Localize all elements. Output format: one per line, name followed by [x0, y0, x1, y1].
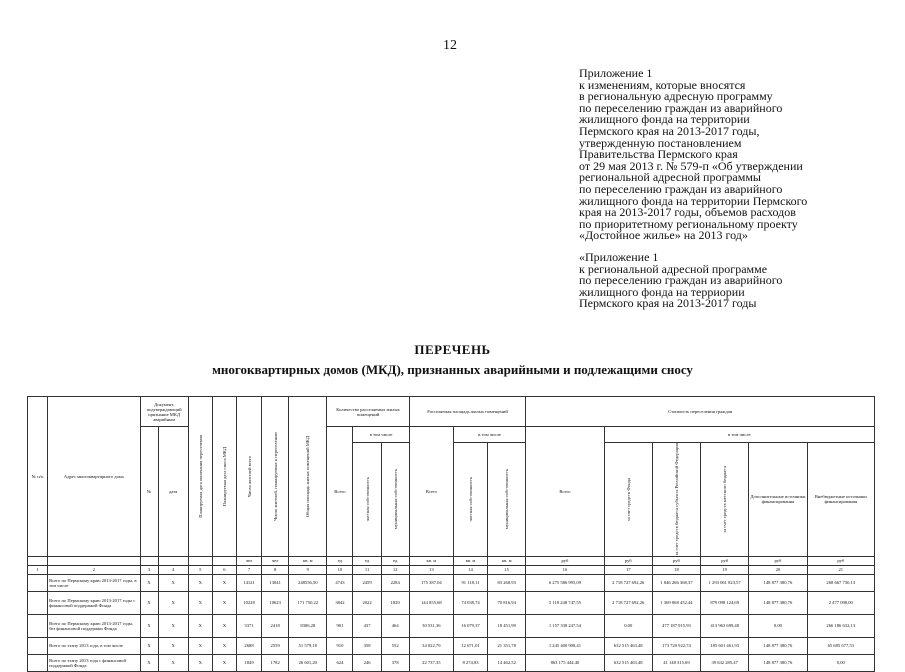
value-cell: 2688: [236, 637, 261, 654]
unit-cell: ед: [327, 556, 353, 565]
header-line: Пермского края на 2013-2017 годы,: [579, 123, 760, 138]
column-number-cell: 7: [236, 565, 261, 574]
table-row: [28, 654, 875, 671]
unit-cell: руб: [749, 556, 807, 565]
col-header-cost-total: Всего: [526, 427, 604, 557]
value-cell: X: [158, 574, 188, 591]
header-appendix-line: Пермского края на 2013-2017 годы: [579, 296, 757, 311]
table-row: [28, 591, 875, 614]
header-line: к изменениям, которые вносятся: [579, 77, 746, 92]
col-header-residents-planned: Число жителей, планируемых к переселению: [262, 397, 289, 557]
value-cell: 16 079,37: [453, 614, 487, 637]
value-cell: 901: [327, 614, 353, 637]
value-cell: 148 877 380,76: [749, 637, 807, 654]
column-number-cell: 20: [749, 565, 807, 574]
value-cell: 0,00: [807, 654, 874, 671]
col-header-document: Документ, подтверждающий признание МКД аварийным: [140, 397, 188, 427]
address-cell: Всего по этапу 2013 года с финансовой поддержкой Фонда: [48, 654, 140, 671]
value-cell: 246: [353, 654, 381, 671]
value-cell: 464: [381, 614, 409, 637]
column-number-cell: 16: [526, 565, 604, 574]
value-cell: 624: [327, 654, 353, 671]
value-cell: 1 293 061 823,57: [701, 574, 749, 591]
header-line: края на 2013-2017 годы, объемов расходов: [579, 205, 796, 220]
value-cell: 1 157 338 247,54: [526, 614, 604, 637]
column-number-cell: 12: [381, 565, 409, 574]
row-number-cell: [28, 591, 48, 614]
value-cell: X: [212, 637, 236, 654]
header-appendix-line: жилищного фонда на терриории: [579, 284, 745, 299]
column-number-cell: 1: [28, 565, 48, 574]
value-cell: X: [158, 591, 188, 614]
value-cell: 65 685 677,53: [807, 637, 874, 654]
value-cell: 266 186 632,13: [807, 614, 874, 637]
unit-cell: кв. м: [453, 556, 487, 565]
value-cell: 863 175 444,40: [526, 654, 604, 671]
col-header-area-total: Всего: [409, 427, 453, 557]
appendix-header-block-1: [579, 68, 879, 242]
value-cell: X: [212, 614, 236, 637]
header-line: утвержденную постановлением: [579, 135, 742, 150]
header-appendix-line: к региональной адресной программе: [579, 261, 768, 276]
value-cell: 477 187 915,93: [652, 614, 700, 637]
col-header-residents: Число жителей всего: [236, 397, 261, 557]
value-cell: X: [188, 574, 212, 591]
col-header-extra-sources: Дополнительные источники финансирования: [749, 443, 807, 557]
value-cell: 0,00: [749, 614, 807, 637]
mkd-list-table: [27, 396, 875, 672]
value-cell: 173 720 922,74: [652, 637, 700, 654]
value-cell: 2459: [353, 574, 381, 591]
unit-cell: [48, 556, 140, 565]
unit-cell: [212, 556, 236, 565]
unit-cell: [28, 556, 48, 565]
value-cell: 0,00: [604, 614, 652, 637]
unit-cell: чел: [262, 556, 289, 565]
value-cell: X: [212, 591, 236, 614]
address-cell: Всего по Пермскому краю 2013-2017 годы с финансовой поддержкой Фонда: [48, 591, 140, 614]
column-number-cell: 18: [652, 565, 700, 574]
row-number-cell: [28, 614, 48, 637]
value-cell: X: [140, 637, 158, 654]
row-number-cell: [28, 654, 48, 671]
col-header-count-including: в том числе: [353, 427, 409, 443]
column-number-cell: 13: [409, 565, 453, 574]
value-cell: X: [212, 574, 236, 591]
value-cell: 378: [381, 654, 409, 671]
value-cell: 632 515 463,48: [604, 637, 652, 654]
col-header-area-group: Расселяемая площадь жилых помещений: [409, 397, 526, 427]
value-cell: 34 022,79: [409, 637, 453, 654]
value-cell: 12 671,01: [453, 637, 487, 654]
value-cell: 74 038,74: [453, 591, 487, 614]
header-line: жилищного фонда на территории Пермского: [579, 193, 808, 208]
unit-cell: [158, 556, 188, 565]
value-cell: 14 462,52: [488, 654, 526, 671]
value-cell: 30 531,36: [409, 614, 453, 637]
value-cell: X: [158, 654, 188, 671]
col-header-address: Адрес многоквартирного дома: [48, 397, 140, 557]
value-cell: X: [188, 637, 212, 654]
value-cell: 148 877 380,76: [749, 591, 807, 614]
value-cell: 2 477 098,00: [807, 591, 874, 614]
unit-cell: руб: [652, 556, 700, 565]
header-line: жилищного фонда на территории: [579, 112, 750, 127]
col-header-fund: за счет средств Фонда: [604, 443, 652, 557]
column-number-cell: 3: [140, 565, 158, 574]
value-cell: 1 245 400 908,41: [526, 637, 604, 654]
value-cell: X: [140, 614, 158, 637]
address-cell: Всего по Пермскому краю 2013-2017 годы, в том числе: [48, 574, 140, 591]
header-appendix-line: по переселению граждан из аварийного: [579, 273, 783, 288]
column-number-cell: 10: [327, 565, 353, 574]
col-header-subject-budget: за счет средств бюджета субъекта Российской Федерации: [652, 443, 700, 557]
unit-cell: кв. м: [488, 556, 526, 565]
value-cell: 248556,50: [289, 574, 327, 591]
row-number-cell: [28, 574, 48, 591]
unit-cell: ед: [353, 556, 381, 565]
column-number-cell: 17: [604, 565, 652, 574]
col-header-count-group: Количество расселяемых жилых помещений: [327, 397, 409, 427]
col-header-planned-end: Планируемая дата окончания переселения: [188, 397, 212, 557]
value-cell: 83 268,93: [488, 574, 526, 591]
value-cell: 552: [381, 637, 409, 654]
document-title: ПЕРЕЧЕНЬ: [414, 342, 491, 357]
value-cell: X: [140, 574, 158, 591]
column-number-row: [28, 565, 875, 574]
table-row: [28, 614, 875, 637]
value-cell: 51 579,18: [289, 637, 327, 654]
value-cell: X: [188, 614, 212, 637]
page-number: 12: [443, 38, 457, 53]
value-cell: X: [188, 654, 212, 671]
value-cell: 2418: [262, 614, 289, 637]
value-cell: 185 601 461,93: [701, 637, 749, 654]
unit-cell: чел: [236, 556, 261, 565]
column-number-cell: 4: [158, 565, 188, 574]
value-cell: X: [140, 591, 158, 614]
appendix-header-block-2: [579, 249, 879, 311]
value-cell: 171 750,22: [289, 591, 327, 614]
units-row: [28, 556, 875, 565]
value-cell: X: [212, 654, 236, 671]
header-line: в региональную адресную программу: [579, 89, 773, 104]
value-cell: 70 816,94: [488, 591, 526, 614]
value-cell: 6 275 586 995,09: [526, 574, 604, 591]
value-cell: 175 387,04: [409, 574, 453, 591]
unit-cell: руб: [604, 556, 652, 565]
appendix-header: [579, 68, 879, 310]
value-cell: 910: [327, 637, 353, 654]
value-cell: 358: [353, 637, 381, 654]
value-cell: X: [158, 614, 188, 637]
column-number-cell: 6: [212, 565, 236, 574]
value-cell: 10228: [236, 591, 261, 614]
value-cell: 148 877 380,76: [749, 654, 807, 671]
col-header-offbudget-sources: Внебюджетные источники финансирования: [807, 443, 874, 557]
col-header-area-including: в том числе: [453, 427, 525, 443]
col-header-doc-no: №: [140, 427, 158, 557]
value-cell: 26 601,20: [289, 654, 327, 671]
value-cell: 1782: [262, 654, 289, 671]
unit-cell: руб: [526, 556, 604, 565]
col-header-cost-group: Стоимость переселения граждан: [526, 397, 875, 427]
col-header-cost-including: в том числе: [604, 427, 874, 443]
value-cell: 3842: [327, 591, 353, 614]
col-header-no: № п/п: [28, 397, 48, 557]
value-cell: 41 148 315,69: [652, 654, 700, 671]
col-header-doc-date: дата: [158, 427, 188, 557]
value-cell: 21 351,78: [488, 637, 526, 654]
value-cell: 879 098 124,69: [701, 591, 749, 614]
table-row: [28, 574, 875, 591]
value-cell: 8306,28: [289, 614, 327, 637]
value-cell: 18 451,99: [488, 614, 526, 637]
value-cell: 632 515 463,48: [604, 654, 652, 671]
value-cell: 268 667 730,13: [807, 574, 874, 591]
value-cell: 1 369 068 452,44: [652, 591, 700, 614]
header-line: региональной адресной программы: [579, 170, 761, 185]
column-number-cell: 8: [262, 565, 289, 574]
value-cell: 437: [353, 614, 381, 637]
header-line: по переселению граждан из аварийного: [579, 100, 783, 115]
value-cell: 1849: [236, 654, 261, 671]
unit-cell: руб: [701, 556, 749, 565]
column-number-cell: 2: [48, 565, 140, 574]
value-cell: 2284: [381, 574, 409, 591]
value-cell: 13041: [262, 574, 289, 591]
unit-cell: кв. м: [409, 556, 453, 565]
document-subtitle: многоквартирных домов (МКД), признанных аварийными и подлежащими сносу: [212, 362, 693, 377]
header-line: по переселению граждан из аварийного: [579, 181, 783, 196]
column-number-cell: 14: [453, 565, 487, 574]
value-cell: 8 274,83: [453, 654, 487, 671]
col-header-area-private: частная собственность: [453, 443, 487, 557]
value-cell: 2022: [353, 591, 381, 614]
unit-cell: [188, 556, 212, 565]
col-header-local-budget: за счет средств местного бюджета: [701, 443, 749, 557]
value-cell: 2 718 727 692,26: [604, 591, 652, 614]
header-line: Приложение 1: [579, 66, 653, 80]
header-appendix-line: «Приложение 1: [579, 249, 659, 264]
column-number-cell: 19: [701, 565, 749, 574]
unit-cell: [140, 556, 158, 565]
column-number-cell: 15: [488, 565, 526, 574]
value-cell: 10623: [262, 591, 289, 614]
value-cell: 2559: [262, 637, 289, 654]
value-cell: 14121: [236, 574, 261, 591]
value-cell: 39 632 285,47: [701, 654, 749, 671]
value-cell: 91 118,11: [453, 574, 487, 591]
value-cell: X: [188, 591, 212, 614]
col-header-count-private: частная собственность: [353, 443, 381, 557]
header-line: Правительства Пермского края: [579, 147, 738, 162]
header-line: от 29 мая 2013 г. № 579-п «Об утверждении: [579, 158, 803, 173]
value-cell: 144 855,68: [409, 591, 453, 614]
value-cell: X: [140, 654, 158, 671]
value-cell: 413 963 699,48: [701, 614, 749, 637]
value-cell: 2 718 727 692,26: [604, 574, 652, 591]
col-header-planned-demolish: Планируемая дата сноса МКД: [212, 397, 236, 557]
value-cell: 1820: [381, 591, 409, 614]
column-number-cell: 11: [353, 565, 381, 574]
value-cell: 148 877 380,76: [749, 574, 807, 591]
unit-cell: ед: [381, 556, 409, 565]
header-line: по приоритетному региональному проекту: [579, 216, 798, 231]
value-cell: 22 737,35: [409, 654, 453, 671]
value-cell: 4743: [327, 574, 353, 591]
column-number-cell: 9: [289, 565, 327, 574]
header-line: «Достойное жилье» на 2013 год»: [579, 228, 748, 243]
value-cell: 5 118 248 747,55: [526, 591, 604, 614]
address-cell: Всего по этапу 2013 года, в том числе: [48, 637, 140, 654]
col-header-count-municipal: муниципальная собственность: [381, 443, 409, 557]
column-number-cell: 21: [807, 565, 874, 574]
value-cell: X: [158, 637, 188, 654]
col-header-total-area: Общая площадь жилых помещений МКД: [289, 397, 327, 557]
value-cell: 1 846 266 368,37: [652, 574, 700, 591]
unit-cell: кв. м: [289, 556, 327, 565]
address-cell: Всего по Пермскому краю 2013-2017 годы, без финансовой поддержки Фонда: [48, 614, 140, 637]
col-header-area-municipal: муниципальная собственность: [488, 443, 526, 557]
column-number-cell: 5: [188, 565, 212, 574]
unit-cell: руб: [807, 556, 874, 565]
value-cell: 3371: [236, 614, 261, 637]
col-header-count-total: Всего: [327, 427, 353, 557]
